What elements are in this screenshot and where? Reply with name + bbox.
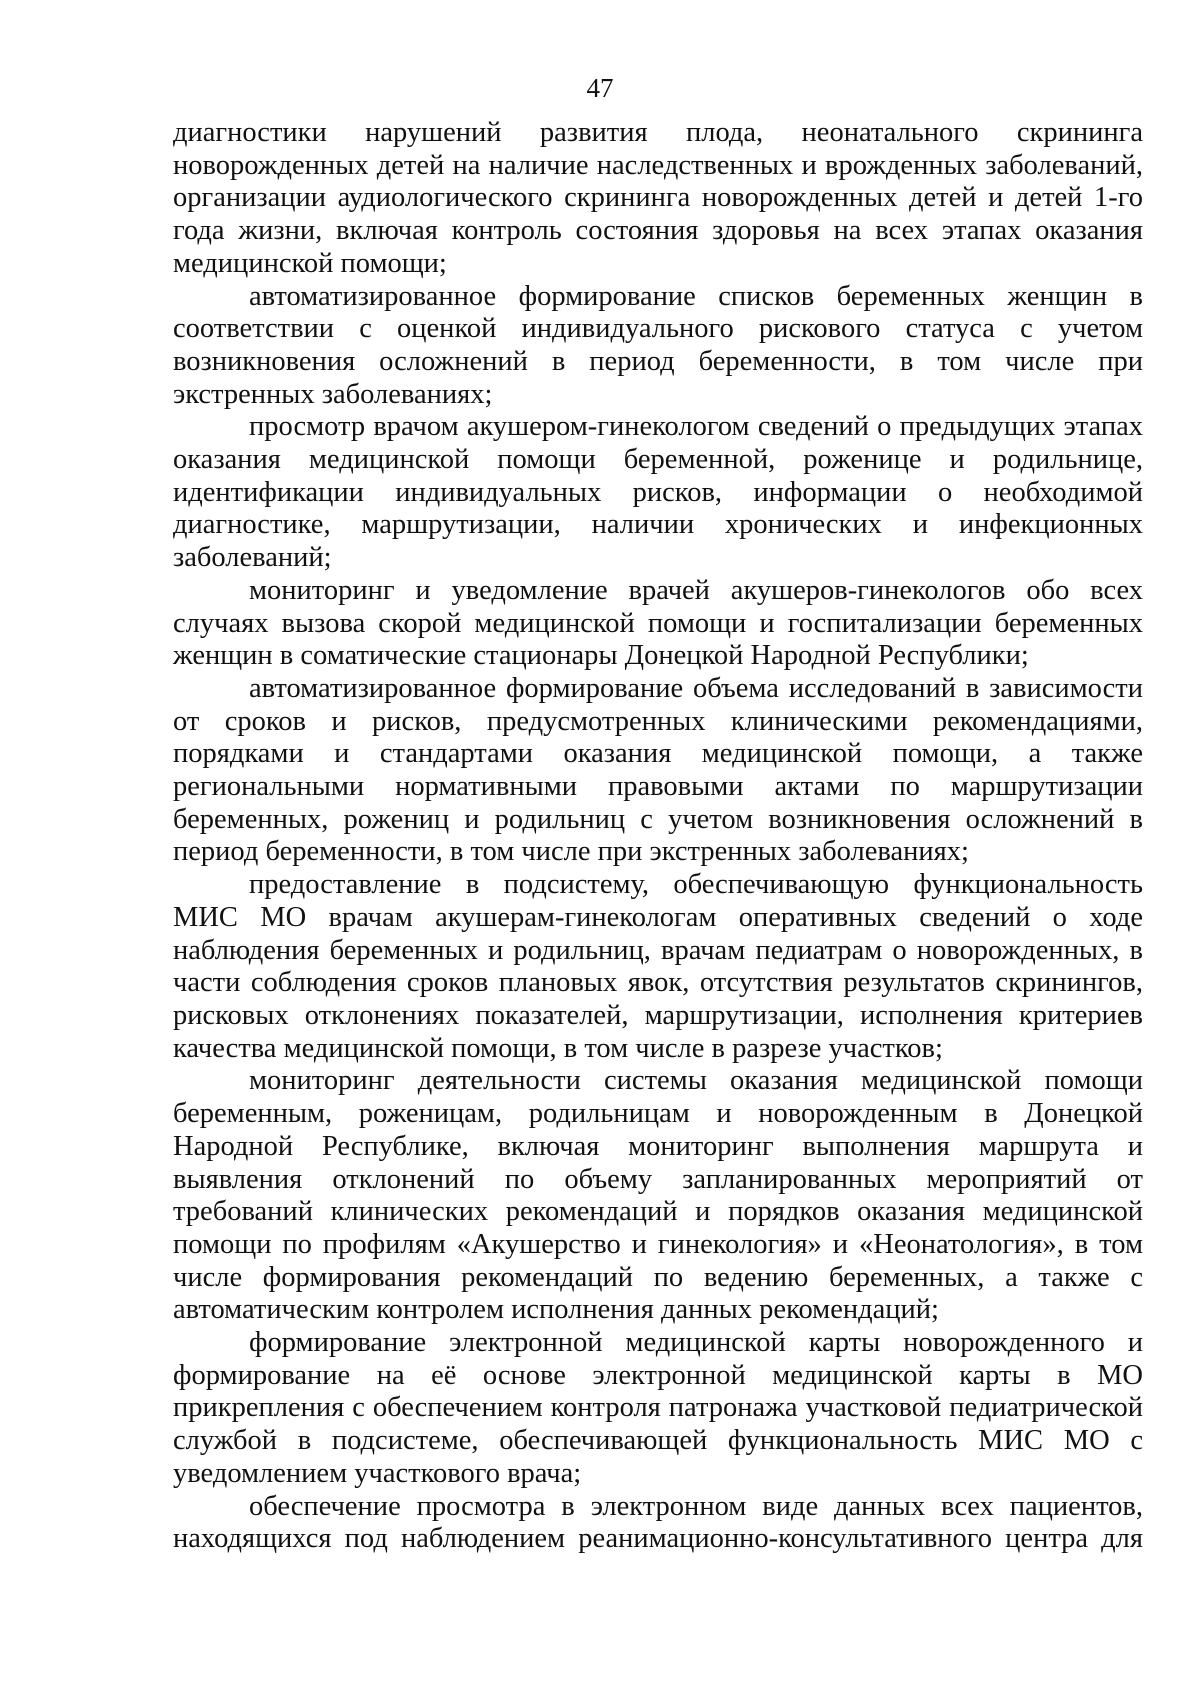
page-number: 47 bbox=[586, 73, 614, 103]
paragraph-patient-view: обеспечение просмотра в электронном виде данных всех пациентов, находящихся под наблюдением реанимационно-консультативного центра для bbox=[173, 1490, 1143, 1555]
paragraph-continuation: диагностики нарушений развития плода, неонатального скрининга новорожденных детей на наличие наследственных и врожденных заболеваний, организации аудиологического скрининга новорожденных детей и детей 1-го года жизни, включая контроль состояния здоровья на всех этапах оказания медицинской помощи; bbox=[173, 117, 1143, 279]
paragraph-operational-data: предоставление в подсистему, обеспечивающую функциональность МИС МО врачам акушерам-гинекологам оперативных сведений о ходе наблюдения беременных и родильниц, врачам педиатрам о новорожденных, в части соблюдения сроков плановых явок, отсутствия результатов скринингов, рисковых отклонениях показателей, маршрутизации, исполнения критериев качества медицинской помощи, в том числе в разрезе участков; bbox=[173, 869, 1143, 1064]
paragraph-examination-scope: автоматизированное формирование объема исследований в зависимости от сроков и рисков, предусмотренных клиническими рекомендациями, порядками и стандартами оказания медицинской помощи, а также региональными нормативными правовыми актами по маршрутизации беременных, рожениц и родильниц с учетом возникновения осложнений в период беременности, в том числе при экстренных заболеваниях; bbox=[173, 672, 1143, 868]
paragraph-emergency-monitoring: мониторинг и уведомление врачей акушеров-гинекологов обо всех случаях вызова скорой медицинской помощи и госпитализации беременных женщин в соматические стационары Донецкой Народной Республики; bbox=[173, 574, 1143, 672]
paragraph-doctor-review: просмотр врачом акушером-гинекологом сведений о предыдущих этапах оказания медицинской помощи беременной, роженице и родильнице, идентификации индивидуальных рисков, информации о необходимой диагностике, маршрутизации, наличии хронических и инфекционных заболеваний; bbox=[173, 411, 1143, 574]
paragraph-care-monitoring: мониторинг деятельности системы оказания медицинской помощи беременным, роженицам, родильницам и новорожденным в Донецкой Народной Республике, включая мониторинг выполнения маршрута и выявления отклонений по объему запланированных мероприятий от требований клинических рекомендаций и порядков оказания медицинской помощи по профилям «Акушерство и гинекология» и «Неонатология», в том числе формирования рекомендаций по ведению беременных, а также с автоматическим контролем исполнения данных рекомендаций; bbox=[173, 1065, 1143, 1326]
document-body bbox=[173, 117, 1143, 1556]
paragraph-risk-lists: автоматизированное формирование списков беременных женщин в соответствии с оценкой индивидуального рискового статуса с учетом возникновения осложнений в период беременности, в том числе при экстренных заболеваниях; bbox=[173, 280, 1143, 410]
paragraph-newborn-record: формирование электронной медицинской карты новорожденного и формирование на её основе электронной медицинской карты в МО прикрепления с обеспечением контроля патронажа участковой педиатрической службой в подсистеме, обеспечивающей функциональность МИС МО с уведомлением участкового врача; bbox=[173, 1327, 1143, 1489]
